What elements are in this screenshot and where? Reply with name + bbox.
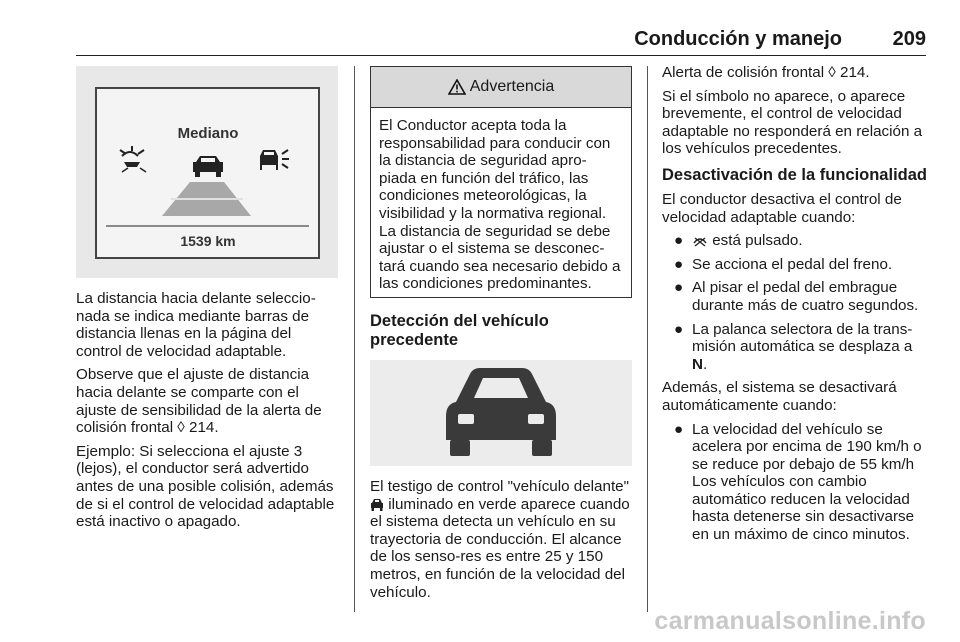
list-item: ● Se acciona el pedal del freno.: [674, 255, 893, 273]
list-item: ● está pulsado.: [674, 232, 803, 250]
paragraph: Observe que el ajuste de distancia hacia delante se comparte con el ajuste de sensibilidad de la alerta de colisión frontal ◊ 214.: [76, 366, 322, 437]
vehicle-detection-text: [370, 478, 632, 607]
section-heading: Desactivación de la funcionalidad: [662, 165, 927, 184]
gear-position-n: N: [692, 355, 703, 373]
deactivation-list: [662, 232, 930, 373]
warning-box: [370, 66, 632, 298]
paragraph: Si el símbolo no aparece, o aparece brevemente, el control de velocidad adaptable no responderá en relación a los vehículos precedentes.: [662, 87, 923, 158]
paragraph: Además, el sistema se desactivará automáticamente cuando:: [662, 379, 897, 414]
paragraph: La distancia hacia delante seleccio-nada se indica mediante barras de distancia llenas en la página del control de velocidad adaptable.: [76, 290, 316, 360]
display-screen-illustration: [76, 66, 338, 278]
vehicle-indicator-figure: [370, 360, 632, 466]
warning-triangle-icon: [448, 79, 466, 95]
warning-heading: Advertencia: [469, 78, 555, 95]
column-1-text: [76, 290, 338, 537]
cruise-cancel-icon: [692, 235, 708, 247]
bullet: ●: [674, 232, 684, 250]
vehicle-ahead-inline-icon: [370, 498, 384, 511]
vehicle-detection-heading-block: [370, 312, 632, 350]
list-item: ● La velocidad del vehículo se acelera por encima de 190 km/h o se reduce por debajo de 55 km/h Los vehículos con cambio automático reducen la velocidad hasta detenerse sin desactivarse en un máximo de cinco minutos.: [674, 420, 922, 544]
warning-header: [371, 67, 631, 108]
list-item: ● Al pisar el pedal del embrague durante más de cuatro segundos.: [674, 279, 919, 314]
display-label: Mediano: [177, 125, 239, 142]
distance-display-figure: [76, 66, 338, 278]
paragraph: Alerta de colisión frontal ◊ 214.: [662, 64, 870, 81]
section-heading: Detección del vehículo precedente: [370, 312, 549, 349]
paragraph: Ejemplo: Si selecciona el ajuste 3 (lejos), el conductor será advertido antes de una posible colisión, además de si el control de velocidad adaptable está inactivo o apagado.: [76, 442, 335, 531]
odometer-readout: 1539 km: [180, 233, 236, 249]
auto-deactivation-list: [662, 421, 930, 544]
list-item: ● La palanca selectora de la trans-misión automática se desplaza a N.: [674, 320, 913, 373]
page-number: 209: [892, 28, 926, 50]
column-divider-2: [647, 66, 648, 612]
header-rule: [76, 55, 926, 56]
paragraph-start: El testigo de control "vehículo delante": [370, 478, 630, 495]
column-divider-1: [354, 66, 355, 612]
section-title: Conducción y manejo: [634, 28, 842, 50]
column-3-text: [662, 64, 930, 550]
warning-body: El Conductor acepta toda la responsabilidad para conducir con la distancia de seguridad apro-piada en función del tráfico, las condiciones meteorológicas, la visibilidad y la normativa regional. La distancia de seguridad se debe ajustar o el sistema se desconec-tará cuando sea necesario debido a las condiciones predominantes.: [379, 117, 621, 293]
page-header: [0, 0, 960, 56]
vehicle-ahead-large-icon: [370, 360, 632, 466]
paragraph-end: iluminado en verde aparece cuando el sistema detecta un vehículo en su trayectoria de conducción. El alcance de los senso-res es entre 25 y 150 metros, en función de la velocidad del vehículo.: [370, 495, 630, 601]
paragraph: El conductor desactiva el control de velocidad adaptable cuando:: [662, 190, 902, 226]
watermark: carmanualsonline.info: [654, 607, 926, 635]
